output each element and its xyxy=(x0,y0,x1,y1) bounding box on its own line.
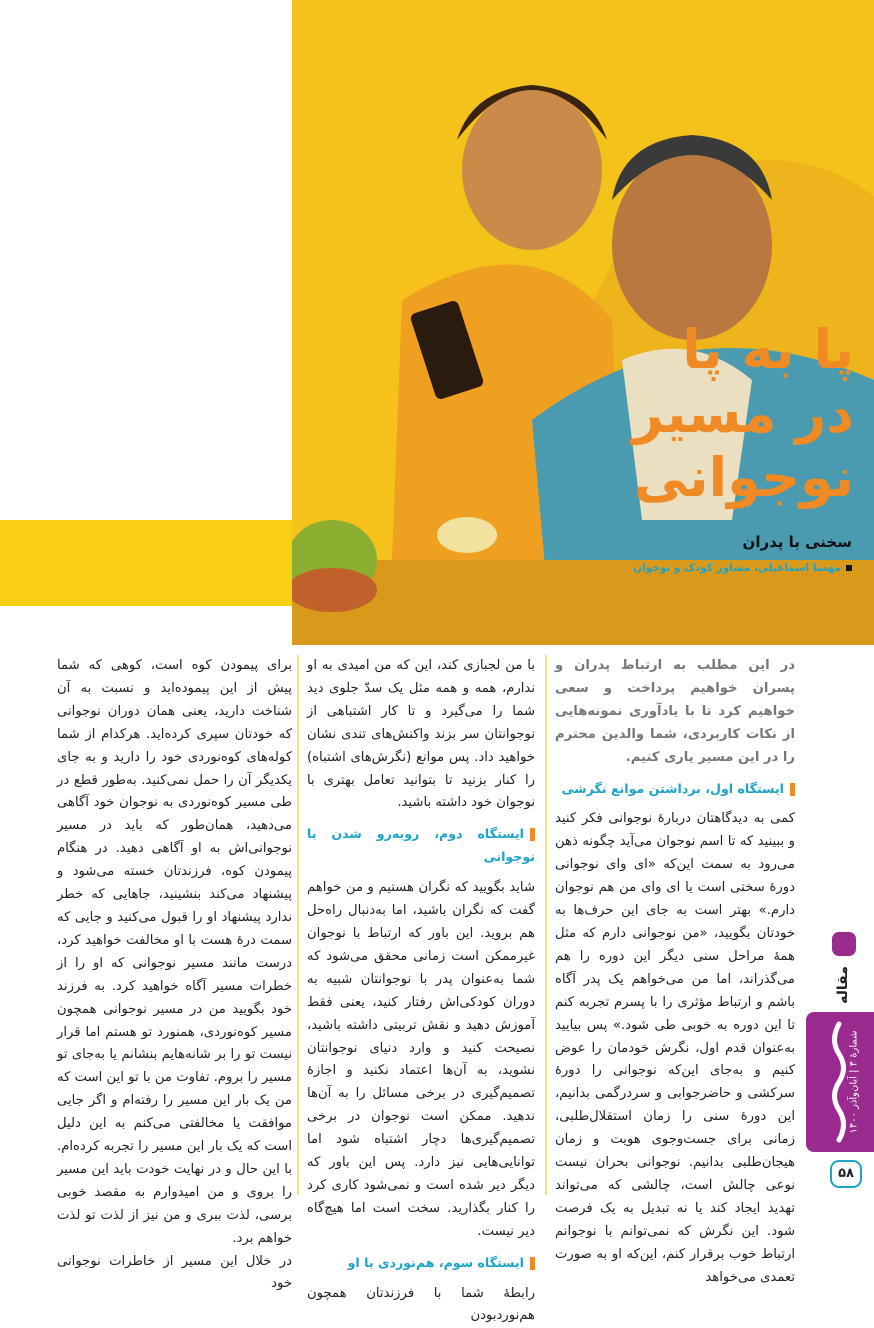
section-heading-text: ایستگاه اول، برداشتن موانع نگرشی xyxy=(561,780,784,796)
section-heading xyxy=(555,778,795,801)
section-heading xyxy=(307,1252,535,1275)
lead-paragraph: در این مطلب به ارتباط پدران و پسران خواهیم پرداخت و سعی خواهیم کرد تا با یادآوری نمونه‌هایی از نکات کاربردی، شما والدین محترم را در این مسیر یاری کنیم. xyxy=(555,658,795,765)
column-right xyxy=(555,655,795,1289)
section-heading-text: ایستگاه دوم، روبه‌رو شدن با نوجوانی xyxy=(307,826,535,865)
section-label xyxy=(828,962,858,1008)
body-paragraph: در خلال این مسیر از خاطرات نوجوانی خود xyxy=(57,1253,292,1292)
heading-marker-icon xyxy=(790,783,795,796)
body-paragraph: با من لجبازی کند، این که من امیدی به او ندارم، همه و همه مثل یک سدّ جلوی دید شما را می‌گیرد و تا کار اشتباهی از نوجوانتان سر بزند واکنش‌های تندی نشان خواهید داد. پس موانع (نگرش‌های اشتباه) را کنار بزنید تا بتوانید تعامل بهتری با نوجوان خود داشته باشید. xyxy=(307,658,535,811)
title-line: پا به پا xyxy=(682,318,854,381)
body-paragraph: برای پیمودن کوه است، کوهی که شما پیش از این پیموده‌اید و نسبت به آن شناخت دارید، یعنی همان دوران نوجوانی که خودتان سپری کرده‌اید. هرکدام از شما کوله‌های کوه‌نوردی خود را دارید و به جای یکدیگر آن را حمل نمی‌کنید. به‌طور قطع در طی مسیر کوه‌نوردی به نوجوان خود آگاهی می‌دهید، همان‌طور که باید در مسیر نوجوانی‌اش به او آگاهی دهید. در هنگام پیمودن کوه، فرزندتان خسته می‌شود و پیشنهاد می‌کند بنشینید، جاهایی که خطر ندارد پیشنهاد او را قبول می‌کنید و جایی که سمت درهٔ هست با او مخالفت خواهید کرد، درست مانند مسیر نوجوانی که او را از خطرات مسیر آگاه خواهید کرد. به فرزند خود بگویید من در مسیر نوجوانی همچون مسیر کوه‌نوردی، همنورد تو هستم اما قرار نیست تو را بر شانه‌هایم بنشانم یا به‌جای تو مسیر را بروم. تفاوت من با تو این است که من یک بار این مسیر را رفته‌ام و اگر جایی موافقت یا مخالفتی می‌کنم به این دلیل است که یک بار این مسیر را تجربه کرده‌ام. با این حال و در نهایت خودت باید این مسیر را بروی و من امیدوارم به مقصد خوبی برسی، لذت ببری و من نیز از لذت تو لذت خواهم برد. xyxy=(57,658,292,1246)
column-middle xyxy=(307,655,535,1328)
column-divider xyxy=(545,655,547,1195)
section-dot-icon xyxy=(832,932,856,956)
article-title xyxy=(584,318,854,510)
page-number: ۵۸ xyxy=(830,1160,862,1188)
author-line xyxy=(633,562,852,574)
magazine-logo xyxy=(828,1020,850,1144)
magazine-badge xyxy=(806,1012,874,1152)
body-paragraph: رابطهٔ شما با فرزندتان همچون هم‌نوردبودن xyxy=(307,1285,535,1324)
article-kicker: سخنی با پدران xyxy=(742,533,852,551)
section-heading xyxy=(307,823,535,869)
title-line: نوجوانی xyxy=(633,446,854,509)
title-line: در مسیر xyxy=(632,382,854,445)
bullet-square-icon xyxy=(846,565,852,571)
heading-marker-icon xyxy=(530,828,535,841)
column-left xyxy=(57,655,292,1296)
title-area xyxy=(0,0,292,520)
body-paragraph: کمی به دیدگاهتان دربارهٔ نوجوانی فکر کنید و ببینید که تا اسم نوجوان می‌آید چگونه ذهن می‌رود به سمت این‌که «ای وای نوجوانی دورهٔ سختی است یا ای وای من هم نوجوان دارم.» بهتر است به جای این حرف‌ها به خودتان بگویید، «من نوجوانی دارم که مثل همهٔ مراحل سنی دیگر این دوره را هم می‌گذراند، اما من می‌خواهم یک پدر آگاه باشم و ارتباط مؤثری را با پسرم تجربه کنم تا این دوره به خوبی طی شود.» پس بیایید به‌عنوان قدم اول، نگرش خودمان را عوض کنیم و به‌جای این‌که نوجوانی را دورهٔ سرکشی و حاضرجوابی و سردرگمی بدانیم، این دورهٔ سنی را زمان استقلال‌طلبی، زمانی برای جست‌وجوی هویت و زمان هیجان‌طلبی بدانیم. نوجوانی بحران نیست نوعی چالش است، چالشی که می‌تواند تهدید ایجاد کند یا نه تبدیل به یک فرصت شود. این نگرش که نمی‌توانم با نوجوانم ارتباط خوب برقرار کنم، این‌که او به صورت تعمدی می‌خواهد xyxy=(555,811,795,1285)
section-label-text: مقاله xyxy=(835,966,851,1004)
section-heading-text: ایستگاه سوم، هم‌نوردی با او xyxy=(347,1254,524,1270)
author-name: مهسا اسماعیلی، مشاور کودک و نوجوان xyxy=(633,562,841,574)
body-paragraph: شاید بگویید که نگران هستیم و من خواهم گفت که نگران باشید، اما به‌دنبال راه‌حل هم بروید. این باور که ارتباط با نوجوان غیرممکن است زمانی محقق می‌شود که شما به‌عنوان پدر با نوجوانتان شبیه به دوران کودکی‌اش رفتار کنید، یعنی فقط آموزش دهید و نقش تربیتی داشته باشید، نصیحت کنید و وارد دنیای نوجوانتان نشوید، به آن‌ها اعتماد نکنید و اجازهٔ تصمیم‌گیری در برخی مسائل را به آن‌ها ندهید. ممکن است نوجوان در برخی تصمیم‌گیری‌ها دچار اشتباه شود اما توانایی‌هایی نیز دارد. پس این باور که دیگر دیر شده است و نمی‌شود کاری کرد را کنار بگذارید. سخت است اما هیچ‌گاه دیر نیست. xyxy=(307,880,535,1239)
issue-info: شمارهٔ ۴ | آبان‌وآذر ۱۴۰۰ xyxy=(848,1030,860,1134)
column-divider xyxy=(297,655,299,1195)
heading-marker-icon xyxy=(530,1257,535,1270)
byline-band xyxy=(0,520,292,606)
